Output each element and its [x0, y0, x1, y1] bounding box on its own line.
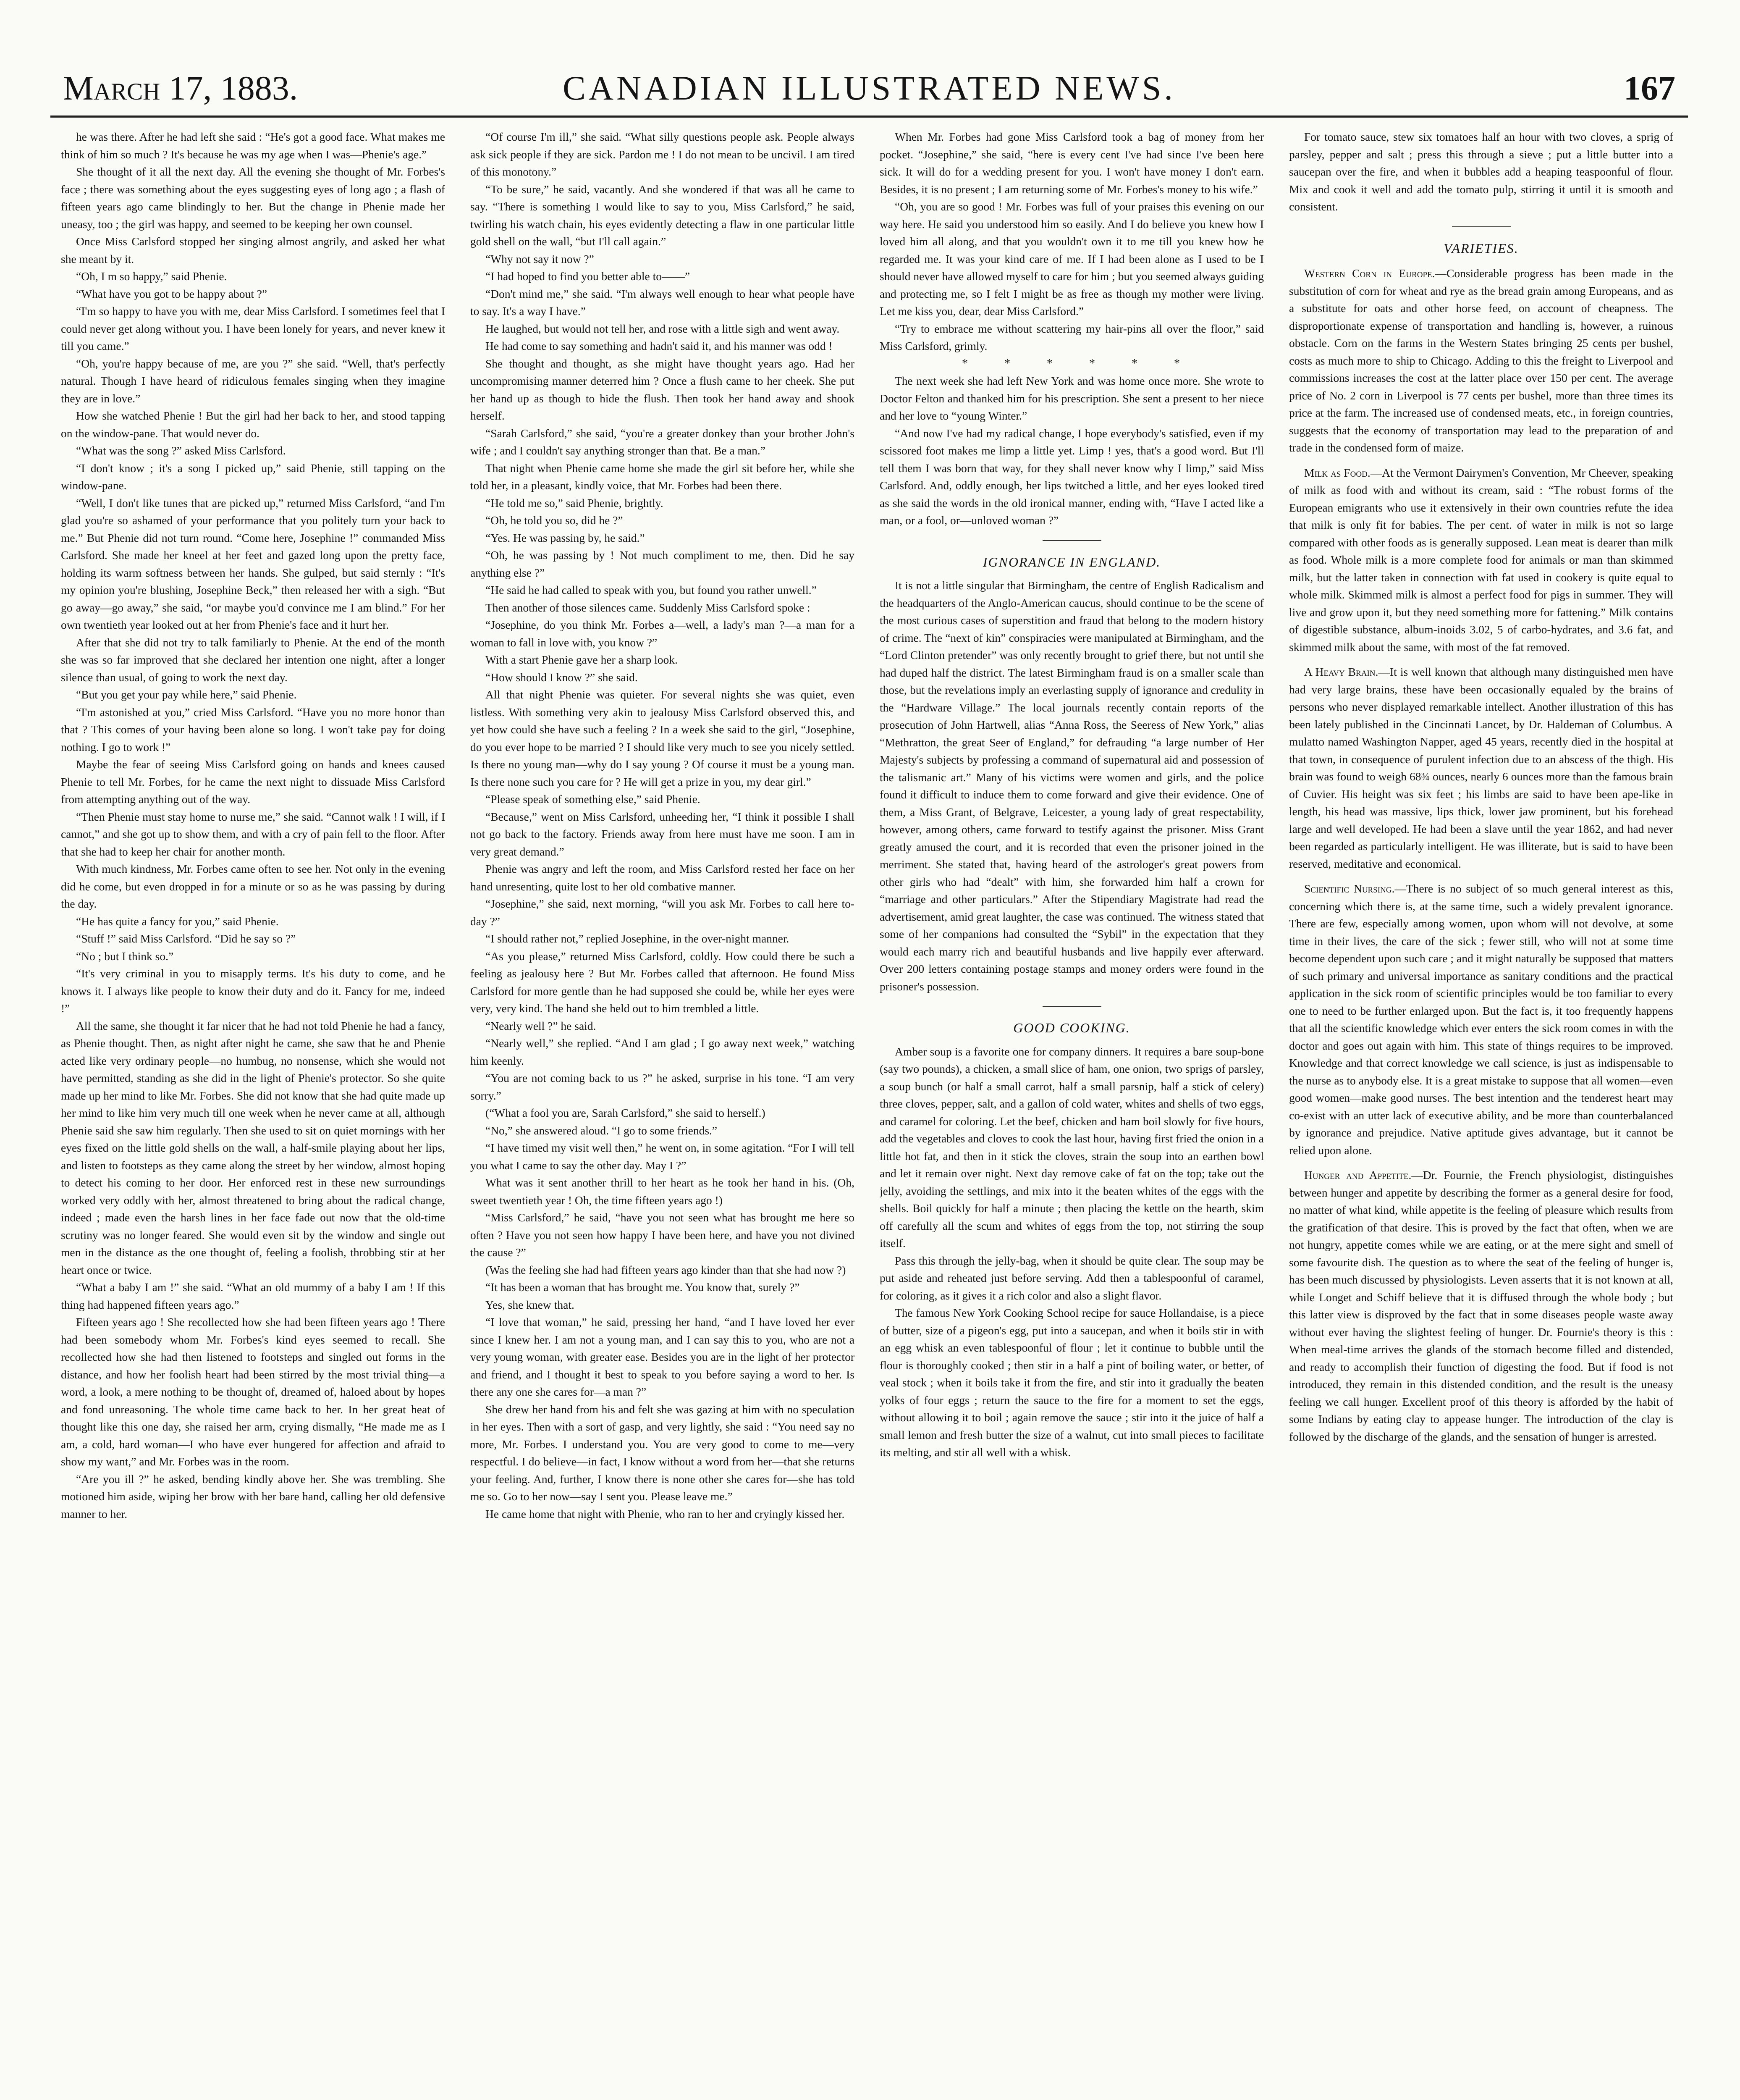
story-paragraph: “What a baby I am !” she said. “What an old mummy of a baby I am ! If this thing had happened fifteen years ago.” — [61, 1281, 445, 1311]
story-paragraph: After that she did not try to talk familiarly to Phenie. At the end of the month she was so far improved that she declared her intention one night, after a longer silence than usual, of going to work the next day. — [61, 635, 445, 684]
varieties-item — [1289, 464, 1673, 656]
story-paragraph: Once Miss Carlsford stopped her singing almost angrily, and asked her what she meant by it. — [61, 235, 445, 265]
story-paragraph: “Please speak of something else,” said Phenie. — [485, 793, 700, 806]
story-paragraph: “I love that woman,” he said, pressing her hand, “and I have loved her ever since I knew her. I am not a young man, and I can say this to you, who are not a very young woman, with greater ease. Besides you are in the light of her protector and friend, and I thought it best to speak to you before saying a word to her. Is there any one she cares for—a man ?” — [470, 1315, 854, 1398]
story-paragraph: Fifteen years ago ! She recollected how she had been fifteen years ago ! There had been somebody whom Mr. Forbes's kind eyes seemed to recall. She recollected how she had then listened to footsteps and singled out forms in the distance, and how her foolish heart had been stirred by the most trivial thing—a word, a look, a mere nothing to be thought of, dreamed of, haloed about by hopes and fond unreasoning. The whole time came back to her. In her great heat of thought like this one day, she raised her arm, crying dismally, “He made me as I am, a cold, hard woman—I who have ever hungered for affection and afraid to show my want,” and Mr. Forbes was in the room. — [61, 1315, 445, 1468]
item-lead: Scientific Nursing. — [1304, 882, 1395, 895]
article-paragraph: For tomato sauce, stew six tomatoes half an hour with two cloves, a sprig of parsley, pepper and salt ; press this through a sieve ; put a little butter into a saucepan over the fire, and when it bubbles add a heaping teaspoonful of flour. Mix and cook it well and add the tomato pulp, stirring it until it is smooth and consistent. — [1289, 130, 1673, 213]
story-paragraph: “He told me so,” said Phenie, brightly. — [485, 496, 663, 509]
story-paragraph: “Of course I'm ill,” she said. “What silly questions people ask. People always ask sick people if they are sick. Pardon me ! I do not mean to be uncivil. I am tired of this monotony.” — [470, 130, 854, 178]
item-text: —Considerable progress has been made in the substitution of corn for wheat and rye as the bread grain among Europeans, and as a substitute for oats and other horse feed, on account of cheapness. The disproportionate expense of transportation and handling is, however, a ruinous obstacle. Corn on the farms in the Western States bringing 25 cents per bushel, costs as much more to ship to Chicago. Adding to this the freight to Liverpool and commissions increases the cost at the latter place over 150 per cent. The average price of No. 2 corn in Liverpool is 77 cents per bushel, more than three times its price at the farm. The increased use of condensed meats, etc., in foreign countries, suggests that the economy of transportation may lead to the preparation of and trade in the condensed form of maize. — [1289, 267, 1673, 454]
story-paragraph: All that night Phenie was quieter. For several nights she was quiet, even listless. With something very akin to jealousy Miss Carlsford observed this, and yet how could she have such a feeling ? In a week she said to the girl, “Josephine, do you ever hope to be married ? I should like very much to see you nicely settled. Is there no young man—why do I say young ? Of course it must be a young man. Is there none such you care for ? He will get a prize in you, my dear girl.” — [470, 688, 854, 788]
story-paragraph: “I should rather not,” replied Josephine, in the over-night manner. — [485, 932, 789, 945]
item-text: —It is well known that although many distinguished men have had very large brains, these have been occasionally equaled by the brains of persons who never displayed remarkable intellect. Another illustration of this has been lately published in the Cincinnati Lancet, by Dr. Haldeman of Columbus. A mulatto named Washington Napper, aged 45 years, recently died in the hospital at that town, in consequence of purulent infection due to an abscess of the thigh. His brain was found to weigh 68¾ ounces, nearly 6 ounces more than the famous brain of Cuvier. His height was six feet ; his limbs are said to have been ape-like in length, his head was massive, lips thick, lower jaw prominent, but his forehead large and well developed. He had been a slave until the year 1862, and had never been regarded as particularly intelligent. He was illiterate, but is said to have been reserved, meditative and economical. — [1289, 665, 1673, 870]
item-text: —There is no subject of so much general interest as this, concerning which there is, at the same time, such a widely prevalent ignorance. There are few, especially among women, upon whom will not devolve, at some time in their lives, the care of the sick ; fewer still, who will not at some time become dependent upon such care ; and it might naturally be supposed that matters of such primary and universal importance as sanitary conditions and the practical application in the sick room of scientific principles would be too familiar to every one to need to be further enlarged upon. But the fact is, it too frequently happens that all the scientific knowledge which ever enters the sick room comes in with the doctor and goes out again with him. This state of things requires to be improved. Knowledge and that correct knowledge we call science, is just as indispensable to the nurse as to anybody else. It is a great mistake to suppose that all women—even good women—make good nurses. The best intention and the tenderest heart may co-exist with an utter lack of executive ability, and be more than counterbalanced by ignorance and prejudice. Native aptitude gives advantage, but it cannot be relied upon alone. — [1289, 882, 1673, 1157]
story-paragraph: he was there. After he had left she said : “He's got a good face. What makes me think of him so much ? It's because he was my age when I was—Phenie's age.” — [61, 130, 445, 161]
story-paragraph: He laughed, but would not tell her, and rose with a little sigh and went away. — [485, 322, 840, 335]
article-paragraph: Amber soup is a favorite one for company dinners. It requires a bare soup-bone (say two pounds), a chicken, a small slice of ham, one onion, two sprigs of parsley, a soup bunch (or half a small carrot, half a small parsnip, half a stick of celery) three cloves, pepper, salt, and a gallon of cold water, whites and shells of two eggs, and caramel for coloring. Let the beef, chicken and ham boil slowly for five hours, add the vegetables and cloves to cook the last hour, having first fried the onion in a little hot fat, and then in it stick the cloves, strain the soup into an earthen bowl and let it remain over night. Next day remove cake of fat on the top; take out the jelly, avoiding the settlings, and mix into it the beaten whites of the eggs with the shells. Boil quickly for half a minute ; then placing the kettle on the hearth, skim off carefully all the scum and whites of eggs from the top, not stirring the soup itself. — [880, 1045, 1264, 1250]
item-text: —Dr. Fournie, the French physiologist, distinguishes between hunger and appetite by describing the former as a general desire for food, no matter of what kind, while appetite is the feeling of pleasure which results from the gratification of that desire. This is proved by the fact that often, when we are not hungry, appetite comes while we are eating, or at the mere sight and smell of some favourite dish. The question as to where the seat of the feeling of hunger is, has been much discussed by physiologists. Leven asserts that it is not known at all, while Longet and Schiff believe that it is diffused through the whole body ; but this latter view is disproved by the fact that in some diseases people waste away without ever having the slightest feeling of hunger. Dr. Fournie's theory is this : When meal-time arrives the glands of the stomach become filled and distended, and ready to accomplish their function of digesting the food. But if food is not introduced, they remain in this distended condition, and the result is the uneasy feeling we call hunger. Excellent proof of this theory is afforded by the habit of some Indians by eating clay to appease hunger. The introduction of the clay is followed by the discharge of the glands, and the sensation of hunger is arrested. — [1289, 1168, 1673, 1443]
story-paragraph: “Oh, you're happy because of me, are you ?” she said. “Well, that's perfectly natural. Though I have heard of ridiculous females singing when they imagine they are in love.” — [61, 357, 445, 405]
story-paragraph: Yes, she knew that. — [485, 1298, 574, 1311]
story-paragraph: “Sarah Carlsford,” she said, “you're a greater donkey than your brother John's wife ; and I couldn't say anything stronger than that. Be a man.” — [470, 426, 854, 457]
varieties-item — [1289, 1166, 1673, 1445]
item-lead: A Heavy Brain. — [1304, 665, 1378, 678]
varieties-item — [1289, 663, 1673, 872]
story-paragraph: What was it sent another thrill to her heart as he took her hand in his. (Oh, sweet twentieth year ! Oh, the time fifteen years ago !) — [470, 1176, 854, 1207]
story-paragraph: With much kindness, Mr. Forbes came often to see her. Not only in the evening did he come, but even dropped in for a minute or so as he was passing by during the day. — [61, 862, 445, 910]
story-paragraph: “Josephine, do you think Mr. Forbes a—well, a lady's man ?—a man for a woman to fall in love with, you know ?” — [470, 618, 854, 649]
story-paragraph: “Are you ill ?” he asked, bending kindly above her. She was trembling. She motioned him aside, wiping her brow with her bare hand, calling her old defensive manner to her. — [61, 1472, 445, 1520]
story-paragraph: “He said he had called to speak with you, but found you rather unwell.” — [485, 583, 817, 596]
story-paragraph: “What was the song ?” asked Miss Carlsford. — [76, 444, 286, 457]
story-paragraph: Maybe the fear of seeing Miss Carlsford going on hands and knees caused Phenie to tell Mr. Forbes, for he came the next night to dissuade Miss Carlsford from attempting anything out of the way. — [61, 758, 445, 806]
article-heading-varieties: VARIETIES. — [1444, 240, 1519, 256]
story-paragraph: He had come to say something and hadn't said it, and his manner was odd ! — [485, 339, 833, 352]
story-paragraph: “Don't mind me,” she said. “I'm always well enough to hear what people have to say. It's a way I have.” — [470, 287, 854, 318]
column-1 — [61, 128, 445, 2100]
story-paragraph: “Oh, he was passing by ! Not much compliment to me, then. Did he say anything else ?” — [470, 549, 854, 579]
section-break-stars: * * * * * * — [962, 357, 1197, 370]
article-paragraph: The famous New York Cooking School recipe for sauce Hollandaise, is a piece of butter, size of a pigeon's egg, put into a saucepan, and when it boils stir in with an egg whisk an even tablespoonful of flour ; let it continue to bubble until the flour is thoroughly cooked ; then stir in a half a pint of boiling water, or better, of veal stock ; when it boils take it from the fire, and stir into it gradually the beaten yolks of four eggs ; return the sauce to the fire for a moment to set the eggs, without allowing it to boil ; again remove the sauce ; stir into it the juice of half a small lemon and fresh butter the size of a walnut, cut into small pieces to facilitate its melting, and stir all well with a whisk. — [880, 1306, 1264, 1459]
story-paragraph: When Mr. Forbes had gone Miss Carlsford took a bag of money from her pocket. “Josephine,” she said, “here is every cent I've had since I've been here sick. It will do for a wedding present for you. I won't have money I don't earn. Besides, it is no present ; I am returning some of Mr. Forbes's money to his wife.” — [880, 130, 1264, 196]
item-text: —At the Vermont Dairymen's Convention, Mr Cheever, speaking of milk as food with and without its cream, said : “The robust forms of the European emigrants who use it extensively in their own countries refute the idea that milk is only fit for babies. The per cent. of water in milk is not so large compared with other foods as is generally supposed. Lean meat is dearer than milk as food. Whole milk is a more complete food for animals or man than skimmed milk, but the latter taken in connection with fat used in cookery is quite equal to whole milk. Skimmed milk is almost a perfect food for pigs in summer. They will live and grow upon it, but they need something more for fattening.” Milk contains of digestible substance, album-inoids 3.02, 5 of carbo-hydrates, and 3.6 fat, and skimmed milk about the same, with most of the fat removed. — [1289, 466, 1673, 654]
publication-title: CANADIAN ILLUSTRATED NEWS. — [563, 69, 1176, 107]
story-paragraph: That night when Phenie came home she made the girl sit before her, while she told her, in a pleasant, kindly voice, that Mr. Forbes had been there. — [470, 461, 854, 492]
article-paragraph: Pass this through the jelly-bag, when it should be quite clear. The soup may be put aside and reheated just before serving. Add then a tablespoonful of caramel, for coloring, as it gives it a rich color and also a slight flavor. — [880, 1254, 1264, 1302]
story-paragraph: “Well, I don't like tunes that are picked up,” returned Miss Carlsford, “and I'm glad you're so ashamed of your performance that you politely turn your back to me.” But Phenie did not turn round. “Come here, Josephine !” commanded Miss Carlsford. She made her kneel at her feet and gazed long upon the pretty face, holding its warm softness between her hands. She gulped, but said sternly : “It's my opinion you're blushing, Josephine Beck,” then released her with a sigh. “But go away—go away,” she said, “or maybe you'd convince me I am blind.” For her own twentieth year looked out at her from Phenie's face and it hurt her. — [61, 496, 445, 631]
story-paragraph: All the same, she thought it far nicer that he had not told Phenie he had a fancy, as Phenie thought. Then, as night after night he came, she saw that he and Phenie acted like very ordinary people—no humbug, no nonsense, which she would not have permitted, standing as she did in the light of Phenie's protector. So she quite made up her mind to like Mr. Forbes. She did not know that she had quite made up her mind to like him very much till one week when he never came at all, although Phenie said she saw him regularly. Then she used to sit on quiet mornings with her eyes fixed on the little gold shells on the wall, a half-smile playing about her lips, and listen to footsteps as they came along the street by her window, almost hoping to detect his coming to her door. Her enforced rest in these new surroundings worked very oddly with her, almost threatened to bring about the radical change, indeed ; made even the harsh lines in her face fade out now that the old-time scrutiny was no longer feared. She would even sit by the window and single out men in the distance as the one thought of, feeling a foolish, throbbing stir at her heart once or twice. — [61, 1019, 445, 1276]
story-paragraph: “It's very criminal in you to misapply terms. It's his duty to come, and he knows it. I always like people to know their duty and do it. Fancy for me, indeed !” — [61, 967, 445, 1015]
story-paragraph: “I'm so happy to have you with me, dear Miss Carlsford. I sometimes feel that I could never get along without you. I have been lonely for years, and never knew it till you came.” — [61, 304, 445, 352]
story-paragraph: “As you please,” returned Miss Carlsford, coldly. How could there be such a feeling as jealousy here ? But Mr. Forbes called that afternoon. He found Miss Carlsford for more gentle than he had supposed she could be, while her eyes were very, very kind. The hand she held out to him trembled a little. — [470, 949, 854, 1015]
story-paragraph: “Oh, you are so good ! Mr. Forbes was full of your praises this evening on our way here. He said you understood him so easily. And I do believe you knew how I loved him all along, and that you wouldn't own it to me till you knew how he regarded me. It was your kind care of me. If I had been alone as I used to be I should never have allowed myself to care for him ; but you seemed always guiding and protecting me, so I felt I might be as free as though my mother were living. Let me kiss you, dear, dear Miss Carlsford.” — [880, 200, 1264, 318]
story-paragraph: “To be sure,” he said, vacantly. And she wondered if that was all he came to say. “There is something I would like to say to you, Miss Carlsford,” he said, twirling his watch chain, his eyes evidently detecting a flaw in one particular little gold shell on the wall, “but I'll call again.” — [470, 182, 854, 248]
masthead — [50, 63, 1688, 118]
issue-date: March 17, 1883. — [63, 69, 298, 107]
story-paragraph: “Oh, he told you so, did he ?” — [485, 514, 623, 527]
story-paragraph: Phenie was angry and left the room, and Miss Carlsford rested her face on her hand unresenting, quite lost to her old combative manner. — [470, 862, 854, 893]
column-3 — [880, 128, 1264, 2100]
varieties-item — [1289, 265, 1673, 457]
column-4 — [1289, 128, 1673, 2100]
story-paragraph: With a start Phenie gave her a sharp look. — [485, 653, 678, 666]
columns — [61, 128, 1690, 2100]
story-paragraph: How she watched Phenie ! But the girl had her back to her, and stood tapping on the window-pane. That would never do. — [61, 409, 445, 440]
story-paragraph: “Yes. He was passing by, he said.” — [485, 531, 645, 544]
story-paragraph: “But you get your pay while here,” said Phenie. — [76, 688, 297, 701]
story-paragraph: “I don't know ; it's a song I picked up,” said Phenie, still tapping on the window-pane. — [61, 461, 445, 492]
column-2 — [470, 128, 854, 2100]
story-paragraph: The next week she had left New York and was home once more. She wrote to Doctor Felton and thanked him for his prescription. She sent a present to her niece and her love to “young Winter.” — [880, 374, 1264, 422]
article-paragraph: It is not a little singular that Birmingham, the centre of English Radicalism and the headquarters of the Anglo-American caucus, should continue to be the scene of the most curious cases of superstition and fraud that belong to the modern history of crime. The “next of kin” conspiracies were manipulated at Birmingham, and the “Lord Clinton pretender” was only recently brought to grief there, but not until she had duped half the district. The latest Birmingham fraud is on a smaller scale than those, but the revelations imply an everlasting supply of ignorance and credulity in the “Hardware Village.” The local journals recently contain reports of the prosecution of John Hartwell, alias “Anna Ross, the Seeress of New York,” alias “Methratton, the great Seer of England,” for defrauding “a large number of Her Majesty's subjects by professing a command of supernatural aid and possession of the talismanic art.” Many of his victims were women and girls, and the police found it difficult to induce them to come forward and give their evidence. One of them, a Miss Grant, of Belgrave, Leicester, a young lady of great respectability, however, among others, came forward to testify against the prisoner. Miss Grant greatly amused the court, and it is recorded that even the prisoner joined in the merriment. She stated that, having heard of the astrologer's great powers from other girls who had “dealt” with him, she forwarded him half a crown for “marriage and other particulars.” After the Stipendiary Magistrate had read the advertisement, amid great laughter, the case was continued. The witness stated that some of her companions had consulted the “Sybil” in the expectation that they would each marry rich and beautiful husbands and live happily ever afterward. Over 200 letters containing postage stamps and money orders were found in the prisoner's possession. — [880, 579, 1264, 993]
story-paragraph: “Oh, I m so happy,” said Phenie. — [76, 270, 227, 283]
story-paragraph: “I have timed my visit well then,” he went on, in some agitation. “For I will tell you what I came to say the other day. May I ?” — [470, 1141, 854, 1172]
story-paragraph: “He has quite a fancy for you,” said Phenie. — [76, 914, 279, 928]
page-number: 167 — [1624, 69, 1675, 107]
article-heading-ignorance: IGNORANCE IN ENGLAND. — [983, 554, 1161, 570]
story-paragraph: “Miss Carlsford,” he said, “have you not seen what has brought me here so often ? Have you not seen how happy I have been here, and have you not divined the cause ?” — [470, 1211, 854, 1259]
story-paragraph: “Nearly well ?” he said. — [485, 1019, 596, 1032]
story-paragraph: “Why not say it now ?” — [485, 252, 594, 265]
item-lead: Western Corn in Europe. — [1304, 267, 1435, 280]
story-paragraph: “Try to embrace me without scattering my hair-pins all over the floor,” said Miss Carlsford, grimly. — [880, 322, 1264, 352]
story-paragraph: He came home that night with Phenie, who ran to her and cryingly kissed her. — [485, 1507, 845, 1520]
story-paragraph: Then another of those silences came. Suddenly Miss Carlsford spoke : — [485, 601, 810, 614]
story-paragraph: “It has been a woman that has brought me. You know that, surely ?” — [485, 1281, 800, 1294]
varieties-item — [1289, 880, 1673, 1159]
item-lead: Hunger and Appetite. — [1304, 1168, 1412, 1181]
story-paragraph: “What have you got to be happy about ?” — [76, 287, 267, 300]
section-divider — [1452, 226, 1511, 227]
story-paragraph: She thought of it all the next day. All the evening she thought of Mr. Forbes's face ; there was something about the eyes suggesting eyes of long ago ; a flash of fifteen years ago came blindingly to her. But the change in Phenie made her uneasy, too ; the girl was happy, and seemed to be keeping her own counsel. — [61, 165, 445, 231]
story-paragraph: “Nearly well,” she replied. “And I am glad ; I go away next week,” watching him keenly. — [470, 1037, 854, 1067]
story-paragraph: “Josephine,” she said, next morning, “will you ask Mr. Forbes to call here to-day ?” — [470, 897, 854, 928]
section-divider — [1043, 540, 1101, 541]
story-paragraph: “I'm astonished at you,” cried Miss Carlsford. “Have you no more honor than that ? This comes of your having been alone so long. I won't take pay for doing nothing. I go to work !” — [61, 705, 445, 753]
story-paragraph: “No ; but I think so.” — [76, 949, 174, 963]
story-paragraph: (“What a fool you are, Sarah Carlsford,” she said to herself.) — [485, 1106, 765, 1119]
section-divider — [1043, 1006, 1101, 1007]
article-heading-cooking: GOOD COOKING. — [1013, 1020, 1130, 1035]
item-lead: Milk as Food. — [1304, 466, 1371, 479]
story-paragraph: “And now I've had my radical change, I hope everybody's satisfied, even if my scissored foot makes me limp a little yet. Limp ! yes, that's a good word. But I'll tell them I was born that way, for they shall never know why I limp,” said Miss Carlsford. And, oddly enough, her lips twitched a little, and her eyes looked tired as she said the words in the old ironical manner, ending with, “Have I acted like a man, or a fool, or—unloved woman ?” — [880, 426, 1264, 527]
story-paragraph: (Was the feeling she had had fifteen years ago kinder than that she had now ?) — [485, 1263, 846, 1276]
story-paragraph: “Because,” went on Miss Carlsford, unheeding her, “I think it possible I shall not go back to the factory. Friends away from here must have me soon. I am in very great demand.” — [470, 810, 854, 858]
story-paragraph: “No,” she answered aloud. “I go to some friends.” — [485, 1124, 718, 1137]
story-paragraph: “Then Phenie must stay home to nurse me,” she said. “Cannot walk ! I will, if I cannot,” and she got up to show them, and with a cry of pain fell to the floor. After that she had to keep her chair for another month. — [61, 810, 445, 858]
story-paragraph: She drew her hand from his and felt she was gazing at him with no speculation in her eyes. Then with a sort of gasp, and very lightly, she said : “You need say no more, Mr. Forbes. I understand you. You are very good to come to me—very respectful. I do believe—in fact, I know without a word from her—that she returns your feeling. And, further, I know there is none other she cares for—she has told me so. Go to her now—say I sent you. Please leave me.” — [470, 1402, 854, 1503]
story-paragraph: “You are not coming back to us ?” he asked, surprise in his tone. “I am very sorry.” — [470, 1071, 854, 1102]
story-paragraph: “I had hoped to find you better able to——” — [485, 270, 690, 283]
story-paragraph: “How should I know ?” she said. — [485, 670, 638, 684]
story-paragraph: “Stuff !” said Miss Carlsford. “Did he say so ?” — [76, 932, 296, 945]
story-paragraph: She thought and thought, as she might have thought years ago. Had her uncompromising manner deterred him ? Once a flush came to her cheek. She put her hand up as though to hide the flush. Then took her hand away and shook herself. — [470, 357, 854, 422]
